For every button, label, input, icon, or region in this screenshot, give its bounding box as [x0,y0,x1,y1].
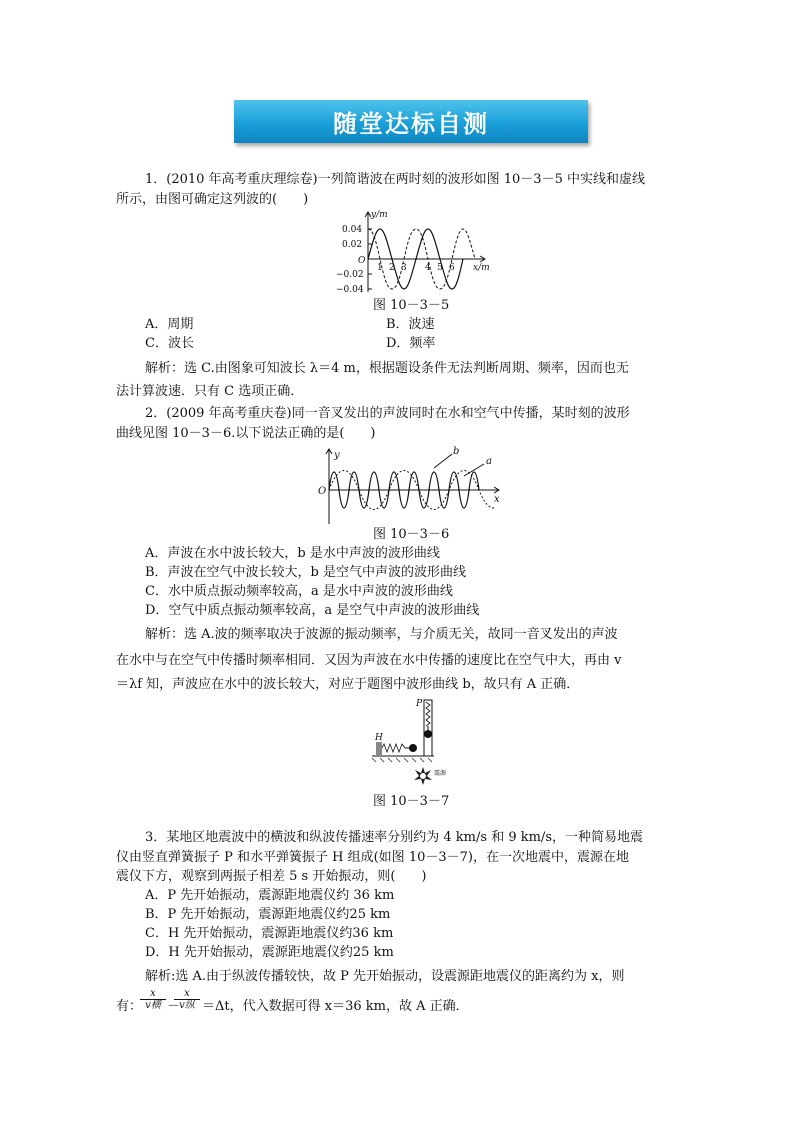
q3-stem-line2: 仪由竖直弹簧振子 P 和水平弹簧振子 H 组成(如图 10－3－7)，在一次地震中，震源在地 [116,850,629,865]
q1-option-c: C．波长 [145,336,194,351]
y-tick: 0.04 [342,225,363,235]
q1-option-a: A．周期 [145,317,194,332]
x-tick: 1 [377,263,383,273]
y-tick: 0.02 [342,240,363,250]
section-banner [234,100,588,143]
fraction-denominator: v横 [145,1000,161,1011]
figure-caption: 图 10－3－5 [373,298,450,313]
fraction-1 [140,988,166,1011]
q1-stem-line1: 1．(2010 年高考重庆理综卷)一列简谐波在两时刻的波形如图 10－3－5 中实线和虚线 [145,172,645,187]
q3-option-a: A．P 先开始振动，震源距地震仪约 36 km [145,888,395,903]
q1-analysis-line2: 法计算波速．只有 C 选项正确． [116,384,304,399]
mass-p [424,730,432,738]
x-tick: 2 [389,263,395,273]
q2-option-d: D．空气中质点振动频率较高，a 是空气中声波的波形曲线 [145,603,480,618]
curve-label-a: a [486,456,492,467]
y-tick: −0.04 [336,285,364,295]
q3-option-c: C．H 先开始振动，震源距地震仪约36 km [145,926,394,941]
x-tick: 5 [437,263,443,273]
x-tick: 4 [425,263,431,273]
q1-option-b: B．波速 [386,317,435,332]
origin-label: O [358,256,366,266]
horizontal-spring [382,744,405,752]
q2-stem-line1: 2．(2009 年高考重庆卷)同一音叉发出的声波同时在水和空气中传播，某时刻的波形 [145,406,630,421]
fraction-numerator: x [140,988,166,1000]
minus-sign: － [167,999,181,1014]
analysis-prefix: 有： [116,999,143,1014]
q2-analysis-line1: 解析：选 A.波的频率取决于波源的振动频率，与介质无关，故同一音叉发出的声波 [145,627,618,642]
q2-option-a: A．声波在水中波长较大，b 是水中声波的波形曲线 [145,546,440,561]
origin-label: O [318,486,327,497]
figure-10-3-6 [314,446,504,526]
fraction-numerator: x [174,988,200,1000]
curve-label-b: b [453,446,460,457]
fraction-2 [174,988,200,1011]
figure-10-3-5 [333,207,493,297]
q3-stem-line1: 3．某地区地震波中的横波和纵波传播速率分别约为 4 km/s 和 9 km/s，一种简易地震 [145,830,643,845]
x-tick: 3 [401,263,407,273]
label-h: H [375,733,383,743]
figure-caption: 图 10－3－7 [373,794,450,809]
x-tick: 6 [449,263,455,273]
figure-10-3-7 [368,694,458,790]
q3-analysis-line2 [116,988,636,1024]
leader-b [434,454,452,468]
banner-title: 随堂达标自测 [333,110,489,138]
q1-analysis-line1: 解析：选 C.由图象可知波长 λ＝4 m，根据题设条件无法判断周期、频率，因而也无 [145,361,629,376]
figure-caption: 图 10－3－6 [373,527,450,542]
q2-option-c: C．水中质点振动频率较高，a 是水中声波的波形曲线 [145,584,453,599]
q2-analysis-line3: ＝λf 知，声波应在水中的波长较大，对应于题图中波形曲线 b，故只有 A 正确． [116,677,580,692]
q3-option-b: B．P 先开始振动，震源距地震仪约25 km [145,907,391,922]
ground-hatch [372,758,432,762]
vertical-spring [426,702,430,726]
q3-stem-line3: 震仪下方，观察到两振子相差 5 s 开始振动，则( ) [116,869,427,884]
mass-h [409,744,417,752]
q3-option-d: D．H 先开始振动，震源距地震仪约25 km [145,945,394,960]
y-tick: −0.02 [336,270,364,280]
leader-a [464,464,484,476]
q1-stem-line2: 所示，由图可确定这列波的( ) [116,192,309,207]
q2-analysis-line2: 在水中与在空气中传播时频率相同．又因为声波在水中传播的速度比在空气中大，再由 v [116,653,622,668]
fraction-denominator: v纵 [179,1000,195,1011]
x-axis-label: x/m [473,263,490,273]
y-axis-label: y/m [371,210,388,220]
y-axis-label: y [334,450,340,461]
q3-analysis-line1: 解析:选 A.由于纵波传播较快，故 P 先开始振动，设震源距地震仪的距离约为 x，则 [145,969,625,984]
q2-stem-line2: 曲线见图 10－3－6.以下说法正确的是( ) [116,426,376,441]
h-wall [376,742,382,756]
x-axis-label: x [494,494,500,505]
explosion-icon [414,767,432,785]
label-p: P [416,699,423,709]
analysis-suffix: ＝Δt，代入数据可得 x＝36 km，故 A 正确． [202,999,469,1014]
q2-option-b: B．声波在空气中波长较大，b 是空气中声波的波形曲线 [145,565,467,580]
q1-option-d: D．频率 [386,336,436,351]
label-source: 震源 [434,770,447,777]
